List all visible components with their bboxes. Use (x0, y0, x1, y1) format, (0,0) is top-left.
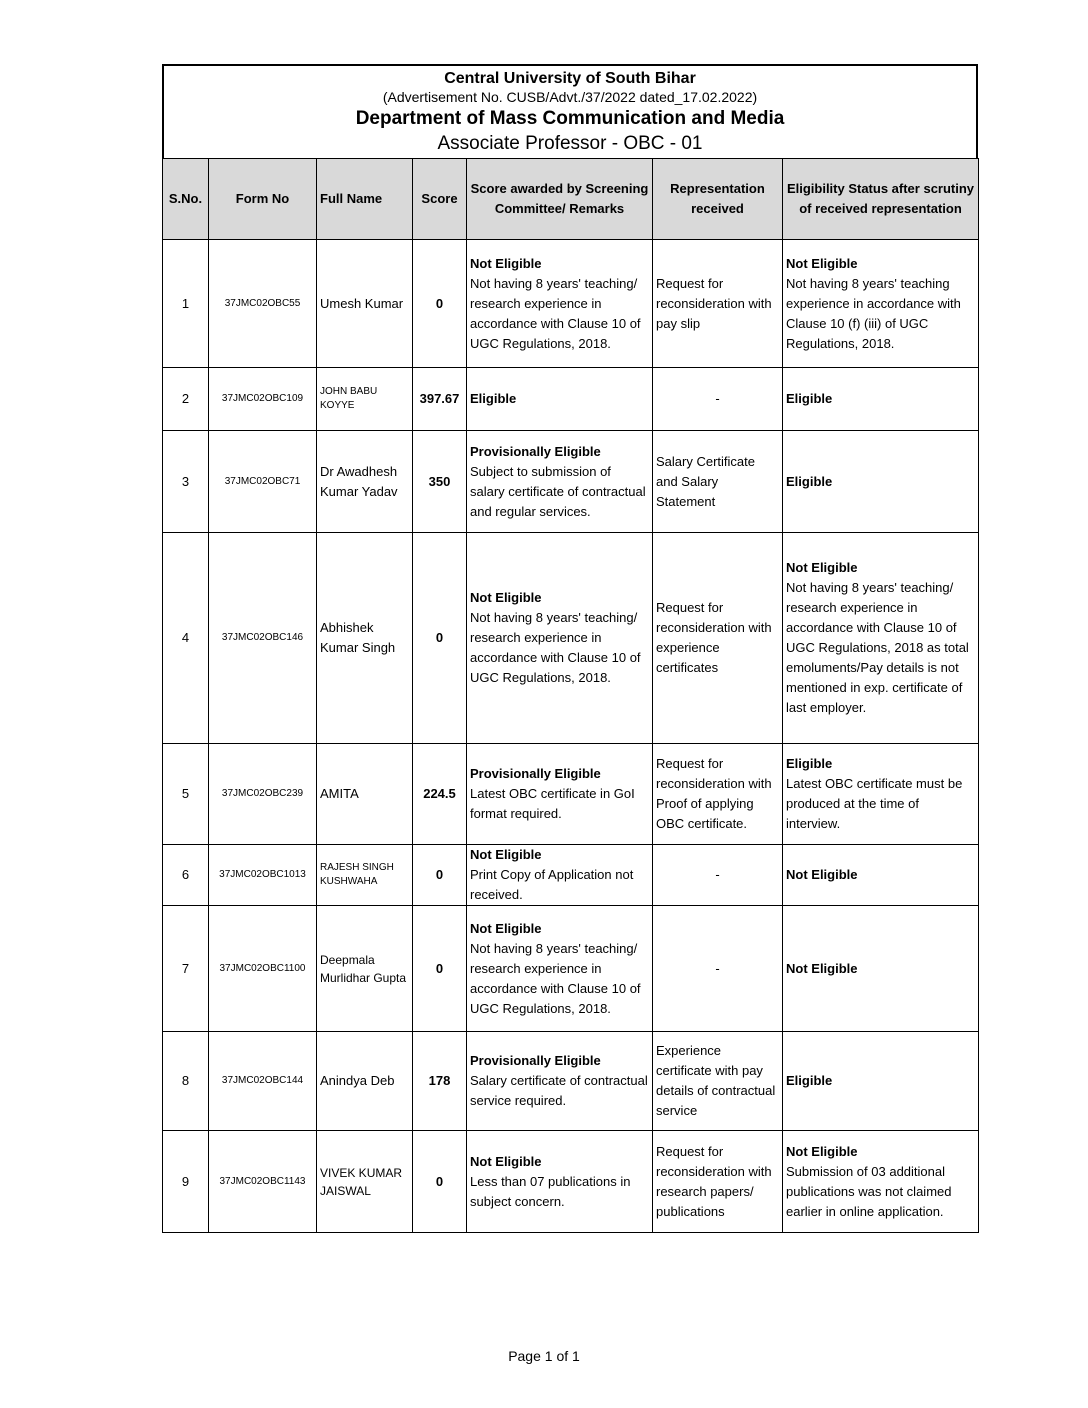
row-score: 178 (413, 1032, 467, 1131)
remarks-detail: Salary certificate of contractual service required. (470, 1073, 648, 1108)
status-verdict: Not Eligible (786, 255, 858, 271)
row-status (783, 431, 979, 533)
row-full-name: Dr Awadhesh Kumar Yadav (317, 431, 413, 533)
row-full-name: VIVEK KUMAR JAISWAL (317, 1131, 413, 1233)
row-status (783, 906, 979, 1032)
remarks-verdict: Provisionally Eligible (470, 766, 601, 781)
remarks-detail: Subject to submission of salary certificate of contractual and regular services. (470, 463, 646, 519)
eligibility-table (162, 158, 979, 1233)
table-row (163, 1032, 979, 1131)
row-form-no: 37JMC02OBC109 (209, 368, 317, 431)
col-representation: Representation received (653, 159, 783, 240)
status-verdict: Not Eligible (786, 1143, 858, 1159)
row-form-no: 37JMC02OBC1143 (209, 1131, 317, 1233)
row-score: 0 (413, 906, 467, 1032)
row-sno: 6 (163, 845, 209, 906)
table-row (163, 240, 979, 368)
row-remarks (467, 533, 653, 744)
row-sno: 5 (163, 744, 209, 845)
row-representation: - (653, 845, 783, 906)
row-status (783, 744, 979, 845)
status-detail: Latest OBC certificate must be produced at the time of interview. (786, 776, 963, 831)
table-row (163, 431, 979, 533)
row-sno: 2 (163, 368, 209, 431)
table-header-row (163, 159, 979, 240)
remarks-verdict: Not Eligible (470, 1153, 542, 1169)
row-full-name: Abhishek Kumar Singh (317, 533, 413, 744)
status-verdict: Not Eligible (786, 560, 858, 575)
remarks-verdict: Provisionally Eligible (470, 1053, 601, 1068)
col-remarks: Score awarded by Screening Committee/ Remarks (467, 159, 653, 240)
advertisement-number: (Advertisement No. CUSB/Advt./37/2022 dated_17.02.2022) (382, 89, 758, 105)
row-representation: Request for reconsideration with experience certificates (653, 533, 783, 744)
remarks-verdict: Eligible (470, 391, 517, 406)
row-form-no: 37JMC02OBC55 (209, 240, 317, 368)
col-full-name: Full Name (317, 159, 413, 240)
row-remarks (467, 1032, 653, 1131)
status-verdict: Not Eligible (786, 867, 858, 882)
row-remarks (467, 240, 653, 368)
remarks-detail: Not having 8 years' teaching/ research experience in accordance with Clause 10 of UGC Regulations, 2018. (470, 610, 641, 685)
remarks-detail: Latest OBC certificate in GoI format required. (470, 786, 635, 821)
row-score: 0 (413, 845, 467, 906)
row-sno: 9 (163, 1131, 209, 1233)
remarks-detail: Not having 8 years' teaching/ research experience in accordance with Clause 10 of UGC Regulations, 2018. (470, 940, 641, 1016)
remarks-verdict: Provisionally Eligible (470, 443, 601, 459)
row-full-name: Deepmala Murlidhar Gupta (317, 906, 413, 1032)
row-status (783, 1032, 979, 1131)
status-detail: Submission of 03 additional publications was not claimed earlier in online application. (786, 1163, 952, 1219)
row-score: 0 (413, 533, 467, 744)
status-detail: Not having 8 years' teaching experience in accordance with Clause 10 (f) (iii) of UGC Regulations, 2018. (786, 275, 961, 351)
row-sno: 8 (163, 1032, 209, 1131)
row-remarks (467, 744, 653, 845)
table-row (163, 845, 979, 906)
row-status (783, 1131, 979, 1233)
row-representation: Request for reconsideration with research papers/ publications (653, 1131, 783, 1233)
sheet-header (162, 64, 978, 158)
page-footer: Page 1 of 1 (508, 1348, 580, 1364)
row-score: 0 (413, 240, 467, 368)
row-form-no: 37JMC02OBC71 (209, 431, 317, 533)
status-verdict: Eligible (786, 756, 833, 771)
table-row (163, 906, 979, 1032)
table-row (163, 744, 979, 845)
row-full-name: Anindya Deb (317, 1032, 413, 1131)
row-representation: Request for reconsideration with Proof of applying OBC certificate. (653, 744, 783, 845)
row-sno: 7 (163, 906, 209, 1032)
row-form-no: 37JMC02OBC1100 (209, 906, 317, 1032)
row-full-name: Umesh Kumar (317, 240, 413, 368)
row-representation: Salary Certificate and Salary Statement (653, 431, 783, 533)
row-remarks (467, 368, 653, 431)
col-status: Eligibility Status after scrutiny of received representation (783, 159, 979, 240)
row-form-no: 37JMC02OBC146 (209, 533, 317, 744)
row-sno: 4 (163, 533, 209, 744)
status-verdict: Eligible (786, 391, 833, 406)
row-sno: 1 (163, 240, 209, 368)
col-form-no: Form No (209, 159, 317, 240)
result-sheet (162, 64, 978, 1233)
table-row (163, 1131, 979, 1233)
status-verdict: Not Eligible (786, 960, 858, 976)
row-full-name: JOHN BABU KOYYE (317, 368, 413, 431)
row-sno: 3 (163, 431, 209, 533)
row-remarks (467, 906, 653, 1032)
row-representation: - (653, 368, 783, 431)
remarks-detail: Not having 8 years' teaching/ research experience in accordance with Clause 10 of UGC Regulations, 2018. (470, 275, 641, 351)
row-representation: Experience certificate with pay details of contractual service (653, 1032, 783, 1131)
row-full-name: AMITA (317, 744, 413, 845)
university-name: Central University of South Bihar (444, 70, 696, 87)
status-detail: Not having 8 years' teaching/ research experience in accordance with Clause 10 of UGC Regulations, 2018 as total emoluments/Pay details is not mentioned in exp. certificate of last employer. (786, 580, 969, 715)
status-verdict: Eligible (786, 1073, 833, 1088)
row-remarks (467, 1131, 653, 1233)
row-form-no: 37JMC02OBC144 (209, 1032, 317, 1131)
remarks-verdict: Not Eligible (470, 847, 542, 862)
row-remarks (467, 431, 653, 533)
remarks-detail: Less than 07 publications in subject concern. (470, 1173, 631, 1209)
remarks-verdict: Not Eligible (470, 255, 542, 271)
row-form-no: 37JMC02OBC239 (209, 744, 317, 845)
row-remarks (467, 845, 653, 906)
remarks-detail: Print Copy of Application not received. (470, 867, 634, 902)
row-score: 397.67 (413, 368, 467, 431)
row-status (783, 845, 979, 906)
row-score: 0 (413, 1131, 467, 1233)
row-full-name: RAJESH SINGH KUSHWAHA (317, 845, 413, 906)
col-sno: S.No. (163, 159, 209, 240)
status-verdict: Eligible (786, 473, 833, 489)
row-status (783, 533, 979, 744)
remarks-verdict: Not Eligible (470, 590, 542, 605)
department-name: Department of Mass Communication and Media (355, 108, 785, 129)
row-representation: - (653, 906, 783, 1032)
row-form-no: 37JMC02OBC1013 (209, 845, 317, 906)
table-row (163, 368, 979, 431)
remarks-verdict: Not Eligible (470, 920, 542, 936)
row-status (783, 368, 979, 431)
post-title: Associate Professor - OBC - 01 (437, 133, 703, 154)
row-representation: Request for reconsideration with pay slip (653, 240, 783, 368)
col-score: Score (413, 159, 467, 240)
row-score: 224.5 (413, 744, 467, 845)
table-row (163, 533, 979, 744)
row-status (783, 240, 979, 368)
row-score: 350 (413, 431, 467, 533)
